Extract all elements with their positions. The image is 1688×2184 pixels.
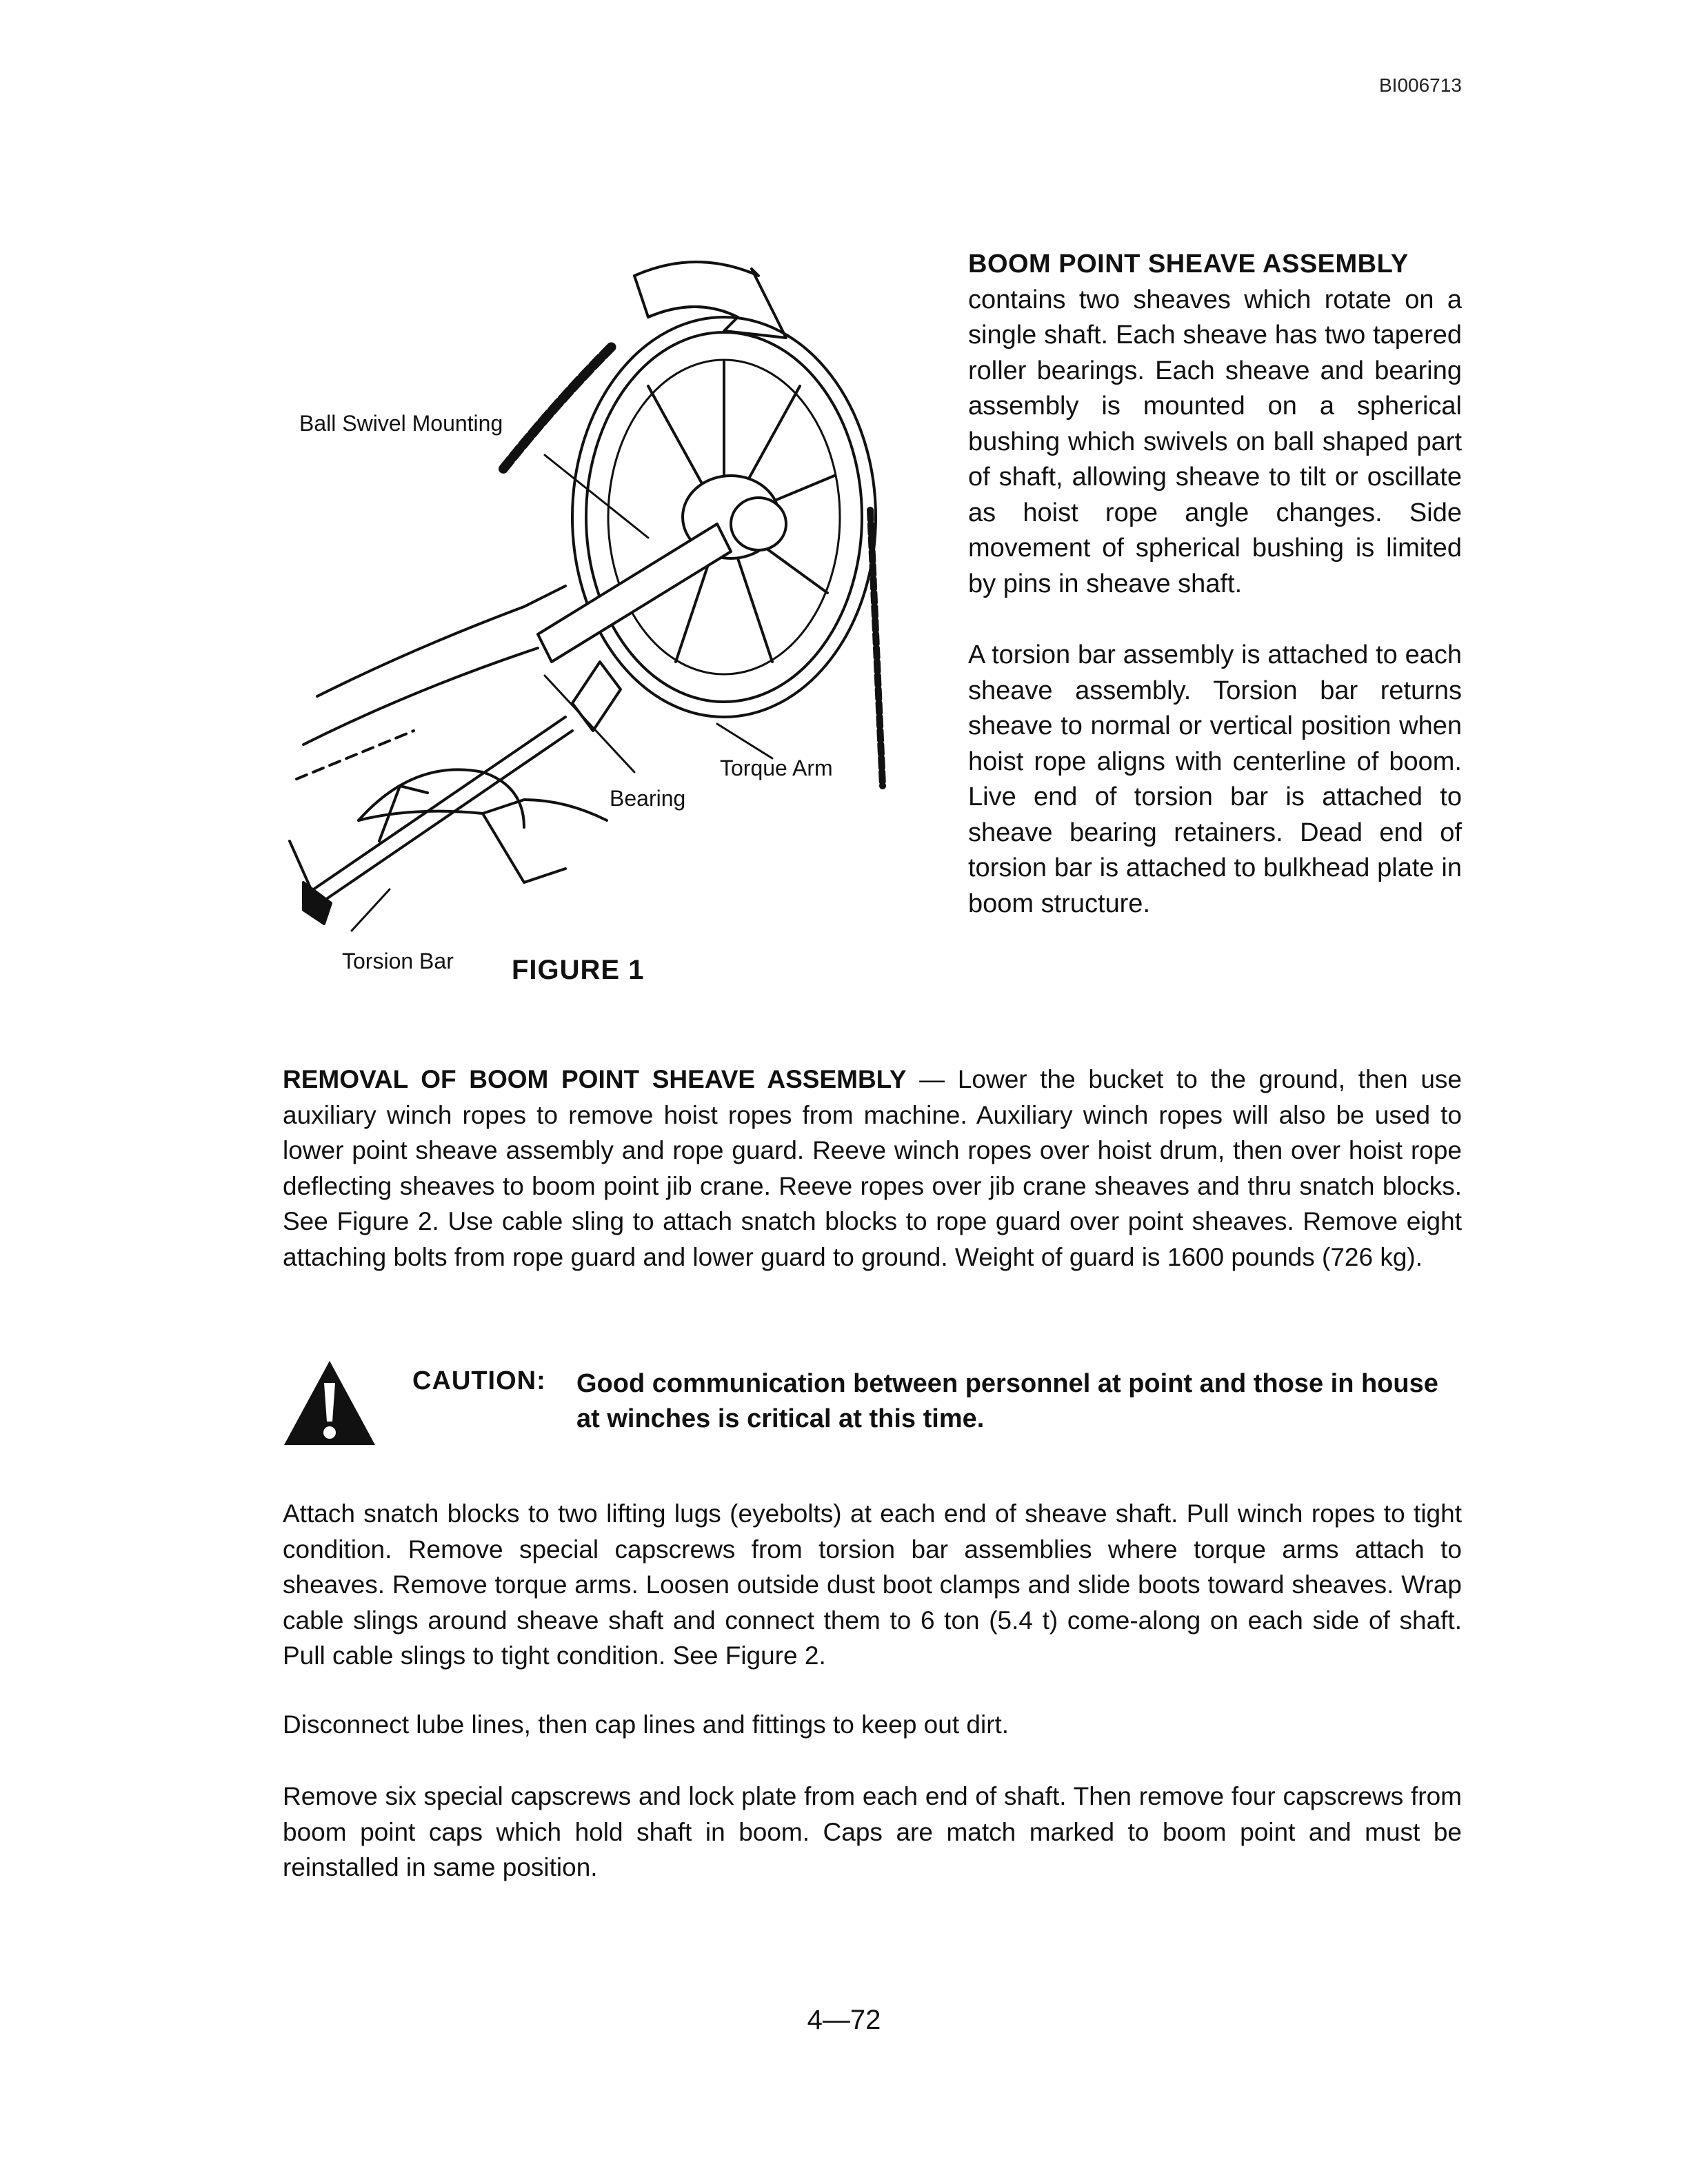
figure-1 [276,248,938,993]
caution-label: CAUTION: [412,1366,546,1395]
section-heading: BOOM POINT SHEAVE ASSEMBLY [968,250,1409,279]
removal-paragraph [283,1062,1462,1275]
removal-text: — Lower the bucket to the ground, then use auxiliary winch ropes to remove hoist ropes from machine. Auxiliary winch ropes will also be used to lower point sheave assembly and rope guard. Reeve winch ropes over hoist drum, then over hoist rope deflecting sheaves to boom point jib crane. Reeve ropes over jib crane sheaves and thru snatch blocks. See Figure 2. Use cable sling to attach snatch blocks to rope guard over point sheaves. Remove eight attaching bolts from rope guard and lower guard to ground. Weight of guard is 1600 pounds (726 kg). [283,1065,1462,1271]
remove-paragraph: Remove six special capscrews and lock plate from each end of shaft. Then remove four capscrews from boom point caps which hold shaft in boom. Caps are match marked to boom point and must be reinstalled in same position. [283,1782,1462,1881]
intro-section [968,247,1462,958]
rotation-arrow-icon [634,262,786,338]
label-torsion-bar: Torsion Bar [342,949,454,973]
figure-caption: FIGURE 1 [512,955,645,985]
intro-text-1: contains two sheaves which rotate on a single shaft. Each sheave has two tapered roller bearings. Each sheave and bearing assembly is mounted on a spherical bushing which swivels on ball shaped part of shaft, allowing sheave to tilt or oscillate as hoist rope angle changes. Side movement of spherical bushing is limited by pins in sheave shaft. [968,285,1462,598]
disconnect-paragraph: Disconnect lube lines, then cap lines and fittings to keep out dirt. [283,1710,1009,1739]
attach-paragraph: Attach snatch blocks to two lifting lugs (eyebolts) at each end of sheave shaft. Pull winch ropes to tight condition. Remove special capscrews from torsion bar assemblies where torque arms attach to sheaves. Remove torque arms. Loosen outside dust boot clamps and slide boots toward sheaves. Wrap cable slings around sheave shaft and connect them to 6 ton (5.4 t) come-along on each side of shaft. Pull cable slings to tight condition. See Figure 2. [283,1499,1462,1670]
label-torque-arm: Torque Arm [720,756,833,780]
intro-paragraph-2: A torsion bar assembly is attached to each sheave assembly. Torsion bar returns sheave to normal or vertical position when hoist rope aligns with centerline of boom. Live end of torsion bar is attached to sheave bearing retainers. Dead end of torsion bar is attached to bulkhead plate in boom structure. [968,640,1462,918]
label-bearing: Bearing [610,786,686,811]
document-id: BI006713 [1379,74,1462,96]
page-number: 4—72 [807,2005,881,2035]
caution-text: Good communication between personnel at point and those in house at winches is critical at this time. [576,1369,1438,1433]
torsion-bar [303,717,565,896]
warning-triangle-icon [281,1358,378,1448]
sheave-assembly-illustration [276,248,938,951]
intro-paragraph-1 [968,247,1462,602]
removal-heading: REMOVAL OF BOOM POINT SHEAVE ASSEMBLY [283,1065,907,1093]
label-ball-swivel-mounting: Ball Swivel Mounting [299,411,503,436]
caution-notice [281,1358,1462,1462]
